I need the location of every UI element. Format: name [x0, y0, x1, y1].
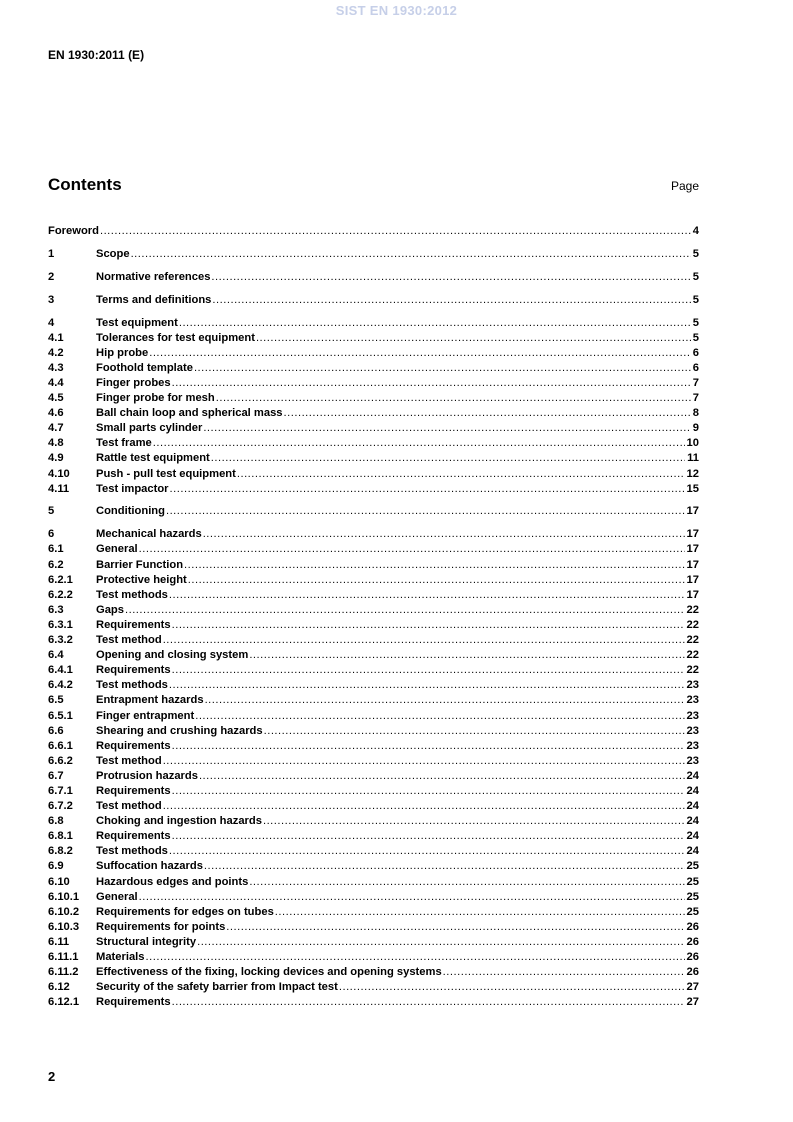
toc-entry[interactable] [48, 346, 699, 361]
toc-entry-number: 6.2.1 [48, 573, 73, 586]
toc-entry-title: Test method [96, 634, 162, 647]
toc-entry[interactable] [48, 844, 699, 859]
toc-entry-page: 24 [685, 784, 699, 799]
toc-entry-leader [96, 905, 699, 920]
toc-entry-number: 4.2 [48, 346, 64, 359]
toc-entry-number: 6.4.2 [48, 679, 73, 692]
toc-entry-page: 23 [685, 739, 699, 754]
toc-entry-leader [96, 950, 699, 965]
toc-entry-leader [96, 799, 699, 814]
toc-entry-page: 26 [685, 965, 699, 980]
table-of-contents [48, 224, 699, 1010]
toc-entry-page: 17 [685, 588, 699, 603]
toc-entry[interactable] [48, 754, 699, 769]
toc-entry-page: 8 [691, 406, 699, 421]
toc-entry[interactable] [48, 724, 699, 739]
toc-entry-title: Requirements [96, 830, 171, 843]
toc-entry-page: 6 [691, 361, 699, 376]
toc-entry-title: Test methods [96, 679, 168, 692]
toc-entry-page: 17 [685, 558, 699, 573]
toc-entry-page: 23 [685, 678, 699, 693]
toc-entry-number: 6.10.2 [48, 905, 80, 918]
toc-entry[interactable] [48, 648, 699, 663]
toc-entry-leader [96, 588, 699, 603]
toc-entry-leader [96, 361, 699, 376]
toc-entry[interactable] [48, 920, 699, 935]
page-title: Contents [48, 175, 122, 194]
toc-entry[interactable] [48, 709, 699, 724]
toc-entry-number: 6.5.1 [48, 709, 73, 722]
toc-entry-number: 6.8.2 [48, 845, 73, 858]
toc-entry[interactable] [48, 588, 699, 603]
toc-entry[interactable] [48, 451, 699, 466]
toc-entry-number: 6.11 [48, 935, 70, 948]
toc-entry-title: Rattle test equipment [96, 452, 210, 465]
toc-entry-number: 6.2 [48, 558, 64, 571]
toc-entry-number: 6.8.1 [48, 830, 73, 843]
toc-entry[interactable] [48, 799, 699, 814]
toc-entry-number: 6.4 [48, 649, 64, 662]
toc-entry-number: 4 [48, 316, 55, 329]
toc-entry-leader [96, 421, 699, 436]
toc-entry-page: 5 [691, 331, 699, 346]
toc-entry-title: Entrapment hazards [96, 694, 204, 707]
toc-entry[interactable] [48, 247, 699, 262]
toc-entry-number: 6.9 [48, 860, 64, 873]
toc-entry-leader [96, 618, 699, 633]
toc-entry-title: Terms and definitions [96, 293, 212, 306]
toc-entry-page: 23 [685, 693, 699, 708]
toc-entry[interactable] [48, 573, 699, 588]
toc-entry-title: Normative references [96, 270, 211, 283]
toc-entry-page: 17 [685, 573, 699, 588]
toc-entry[interactable] [48, 391, 699, 406]
toc-entry-leader [96, 270, 699, 285]
toc-entry-leader [96, 648, 699, 663]
toc-entry-number: 4.5 [48, 392, 64, 405]
toc-entry-number: 6.1 [48, 543, 64, 556]
toc-entry-title: Test frame [96, 437, 152, 450]
toc-entry-page: 7 [691, 376, 699, 391]
toc-entry-page: 23 [685, 724, 699, 739]
toc-entry-leader [96, 890, 699, 905]
toc-entry-number: 4.10 [48, 467, 70, 480]
toc-entry-title: Foreword [48, 225, 99, 237]
toc-entry[interactable] [48, 784, 699, 799]
toc-entry[interactable] [48, 633, 699, 648]
toc-entry-leader [96, 844, 699, 859]
toc-entry-page: 17 [685, 542, 699, 557]
toc-entry-number: 6.12 [48, 981, 70, 994]
toc-entry-leader [96, 935, 699, 950]
toc-entry-page: 22 [685, 603, 699, 618]
toc-entry[interactable] [48, 361, 699, 376]
toc-entry-leader [96, 709, 699, 724]
toc-entry-leader [96, 346, 699, 361]
toc-entry-title: Barrier Function [96, 558, 184, 571]
toc-entry-leader [96, 814, 699, 829]
toc-entry-number: 3 [48, 293, 55, 306]
toc-entry-leader [96, 391, 699, 406]
toc-entry-page: 10 [685, 436, 699, 451]
toc-entry-number: 4.3 [48, 361, 64, 374]
toc-entry-number: 6.10 [48, 875, 70, 888]
toc-entry-page: 23 [685, 709, 699, 724]
toc-entry-page: 26 [685, 920, 699, 935]
toc-entry-number: 6.10.3 [48, 920, 80, 933]
toc-entry-page: 22 [685, 633, 699, 648]
toc-entry-title: Test impactor [96, 482, 169, 495]
toc-entry[interactable] [48, 875, 699, 890]
toc-entry-title: Finger entrapment [96, 709, 195, 722]
page-column-label: Page [670, 179, 699, 193]
toc-entry-title: Test methods [96, 845, 168, 858]
toc-entry-leader [96, 739, 699, 754]
toc-entry-leader [96, 603, 699, 618]
toc-entry-page: 11 [685, 451, 699, 466]
toc-entry[interactable] [48, 890, 699, 905]
toc-entry-number: 6.11.1 [48, 951, 79, 963]
toc-entry-title: Mechanical hazards [96, 528, 202, 541]
toc-entry-title: Requirements [96, 664, 171, 677]
toc-entry[interactable] [48, 436, 699, 451]
toc-entry[interactable] [48, 769, 699, 784]
toc-entry-title: Test methods [96, 588, 168, 601]
toc-entry-page: 6 [691, 346, 699, 361]
toc-entry[interactable] [48, 678, 699, 693]
toc-entry[interactable] [48, 693, 699, 708]
toc-entry[interactable] [48, 829, 699, 844]
toc-entry[interactable] [48, 950, 699, 965]
toc-entry-title: Requirements [96, 618, 171, 631]
toc-entry[interactable] [48, 965, 699, 980]
toc-entry-number: 6.5 [48, 694, 64, 707]
toc-entry-title: Protrusion hazards [96, 769, 198, 782]
toc-entry-leader [96, 331, 699, 346]
toc-entry-number: 4.4 [48, 376, 64, 389]
toc-entry-title: Finger probes [96, 376, 171, 389]
toc-entry-leader [96, 859, 699, 874]
toc-entry-page: 7 [691, 391, 699, 406]
toc-entry-leader [96, 784, 699, 799]
toc-entry-leader [96, 482, 699, 497]
toc-entry-title: Hazardous edges and points [96, 875, 249, 888]
page-number: 2 [48, 1069, 56, 1084]
toc-entry-title: Foothold template [96, 361, 193, 374]
toc-entry-page: 22 [685, 618, 699, 633]
toc-entry-title: Push - pull test equipment [96, 467, 236, 480]
toc-entry-title: Requirements [96, 784, 171, 797]
toc-entry-page: 17 [685, 504, 699, 519]
toc-entry[interactable] [48, 467, 699, 482]
toc-entry-leader [96, 406, 699, 421]
toc-entry-leader [96, 542, 699, 557]
toc-entry-leader [96, 316, 699, 331]
toc-entry-title: Suffocation hazards [96, 860, 203, 873]
toc-entry-number: 6.3 [48, 603, 64, 616]
toc-entry-leader [96, 527, 699, 542]
toc-entry-page: 24 [685, 814, 699, 829]
toc-entry[interactable] [48, 603, 699, 618]
toc-entry-page: 24 [685, 844, 699, 859]
toc-entry-number: 6.2.2 [48, 588, 73, 601]
toc-entry-leader [96, 573, 699, 588]
toc-entry-page: 15 [685, 482, 699, 497]
toc-entry-leader [96, 633, 699, 648]
toc-entry-title: Requirements [96, 739, 171, 752]
toc-entry-number: 4.1 [48, 331, 64, 344]
toc-entry-page: 5 [691, 270, 699, 285]
toc-entry-page: 22 [685, 663, 699, 678]
toc-entry-leader [96, 754, 699, 769]
toc-entry-title: Small parts cylinder [96, 422, 203, 435]
watermark: SIST EN 1930:2012 [335, 3, 458, 18]
toc-entry-page: 24 [685, 829, 699, 844]
toc-entry-page: 25 [685, 890, 699, 905]
toc-entry-page: 22 [685, 648, 699, 663]
toc-entry-number: 5 [48, 505, 55, 518]
toc-entry-number: 2 [48, 270, 55, 283]
toc-entry-number: 4.9 [48, 452, 64, 465]
toc-entry-title: Test equipment [96, 316, 178, 329]
toc-entry-title: Materials [96, 951, 145, 963]
toc-entry-leader [96, 467, 699, 482]
toc-entry-number: 4.6 [48, 407, 64, 420]
toc-entry-title: Test method [96, 800, 162, 813]
toc-entry-title: Test method [96, 754, 162, 767]
toc-entry-leader [96, 980, 699, 995]
toc-entry-number: 6.3.1 [48, 618, 73, 631]
toc-entry[interactable] [48, 406, 699, 421]
document-id: EN 1930:2011 (E) [48, 48, 145, 62]
toc-entry[interactable] [48, 618, 699, 633]
toc-entry[interactable] [48, 270, 699, 285]
toc-entry-number: 6.7 [48, 769, 64, 782]
toc-entry-number: 6.10.1 [48, 890, 80, 903]
toc-entry-page: 25 [685, 905, 699, 920]
toc-entry[interactable] [48, 527, 699, 542]
toc-entry-title: General [96, 890, 138, 903]
toc-entry-leader [96, 875, 699, 890]
toc-entry[interactable] [48, 859, 699, 874]
toc-entry-title: Ball chain loop and spherical mass [96, 407, 283, 420]
toc-entry-page: 23 [685, 754, 699, 769]
toc-entry-title: Structural integrity [96, 935, 197, 948]
toc-entry-leader [96, 451, 699, 466]
toc-entry[interactable] [48, 224, 699, 239]
toc-entry-page: 17 [685, 527, 699, 542]
toc-entry-leader [96, 995, 699, 1010]
toc-entry-title: Security of the safety barrier from Impact test [96, 981, 338, 994]
toc-entry[interactable] [48, 376, 699, 391]
toc-entry[interactable] [48, 935, 699, 950]
toc-entry-title: Hip probe [96, 346, 149, 359]
toc-entry-page: 5 [691, 316, 699, 331]
toc-entry-number: 6.12.1 [48, 996, 80, 1009]
toc-entry[interactable] [48, 482, 699, 497]
toc-entry-leader [96, 693, 699, 708]
toc-entry-title: General [96, 543, 138, 556]
toc-entry-title: Requirements [96, 996, 171, 1009]
toc-entry-page: 4 [691, 224, 699, 239]
toc-entry-leader [96, 920, 699, 935]
toc-entry[interactable] [48, 316, 699, 331]
toc-entry[interactable] [48, 504, 699, 519]
toc-entry[interactable] [48, 331, 699, 346]
toc-entry-title: Scope [96, 247, 130, 260]
toc-entry-number: 6 [48, 528, 55, 541]
toc-entry[interactable] [48, 421, 699, 436]
toc-entry-page: 26 [685, 950, 699, 965]
toc-entry-title: Tolerances for test equipment [96, 331, 255, 344]
toc-entry-number: 1 [48, 247, 55, 260]
toc-entry[interactable] [48, 558, 699, 573]
toc-entry-title: Finger probe for mesh [96, 392, 215, 405]
toc-entry[interactable] [48, 905, 699, 920]
toc-entry-leader [96, 247, 699, 262]
toc-entry-title: Conditioning [96, 505, 165, 518]
toc-entry-page: 25 [685, 859, 699, 874]
toc-entry-title: Shearing and crushing hazards [96, 724, 263, 737]
toc-entry-page: 12 [685, 467, 699, 482]
toc-entry-number: 6.11.2 [48, 966, 79, 979]
toc-entry-leader [96, 678, 699, 693]
toc-entry-title: Opening and closing system [96, 649, 249, 662]
toc-entry-leader [96, 663, 699, 678]
toc-entry-title: Effectiveness of the fixing, locking devices and opening systems [96, 966, 442, 979]
toc-entry[interactable] [48, 814, 699, 829]
toc-entry-page: 27 [685, 995, 699, 1010]
toc-entry[interactable] [48, 663, 699, 678]
toc-entry-title: Gaps [96, 603, 124, 616]
toc-entry[interactable] [48, 542, 699, 557]
toc-entry-number: 4.7 [48, 422, 64, 435]
toc-entry[interactable] [48, 995, 699, 1010]
toc-entry-leader [96, 436, 699, 451]
toc-entry-leader [96, 724, 699, 739]
toc-entry-leader [96, 558, 699, 573]
toc-entry-number: 6.6 [48, 724, 64, 737]
toc-entry-page: 25 [685, 875, 699, 890]
toc-entry[interactable] [48, 739, 699, 754]
toc-entry-leader [96, 829, 699, 844]
toc-entry-leader [96, 504, 699, 519]
toc-entry-title: Protective height [96, 573, 187, 586]
toc-entry[interactable] [48, 980, 699, 995]
toc-entry-page: 24 [685, 799, 699, 814]
toc-entry-page: 5 [691, 247, 699, 262]
toc-entry-title: Requirements for points [96, 920, 226, 933]
toc-entry-page: 26 [685, 935, 699, 950]
toc-entry-page: 27 [685, 980, 699, 995]
toc-entry-number: 6.6.2 [48, 754, 73, 767]
toc-entry-number: 6.4.1 [48, 664, 73, 677]
toc-entry-leader [48, 224, 699, 239]
toc-entry-number: 6.6.1 [48, 739, 73, 752]
toc-entry-number: 6.7.1 [48, 784, 73, 797]
toc-entry-page: 5 [691, 293, 699, 308]
toc-entry[interactable] [48, 293, 699, 308]
toc-entry-leader [96, 965, 699, 980]
toc-entry-title: Choking and ingestion hazards [96, 815, 262, 828]
toc-entry-leader [96, 376, 699, 391]
toc-entry-number: 6.3.2 [48, 634, 73, 647]
toc-entry-page: 9 [691, 421, 699, 436]
toc-entry-number: 4.11 [48, 482, 70, 495]
toc-entry-title: Requirements for edges on tubes [96, 905, 274, 918]
toc-entry-number: 6.8 [48, 815, 64, 828]
toc-entry-number: 6.7.2 [48, 800, 73, 813]
toc-entry-leader [96, 293, 699, 308]
toc-entry-number: 4.8 [48, 437, 64, 450]
toc-entry-leader [96, 769, 699, 784]
toc-entry-page: 24 [685, 769, 699, 784]
